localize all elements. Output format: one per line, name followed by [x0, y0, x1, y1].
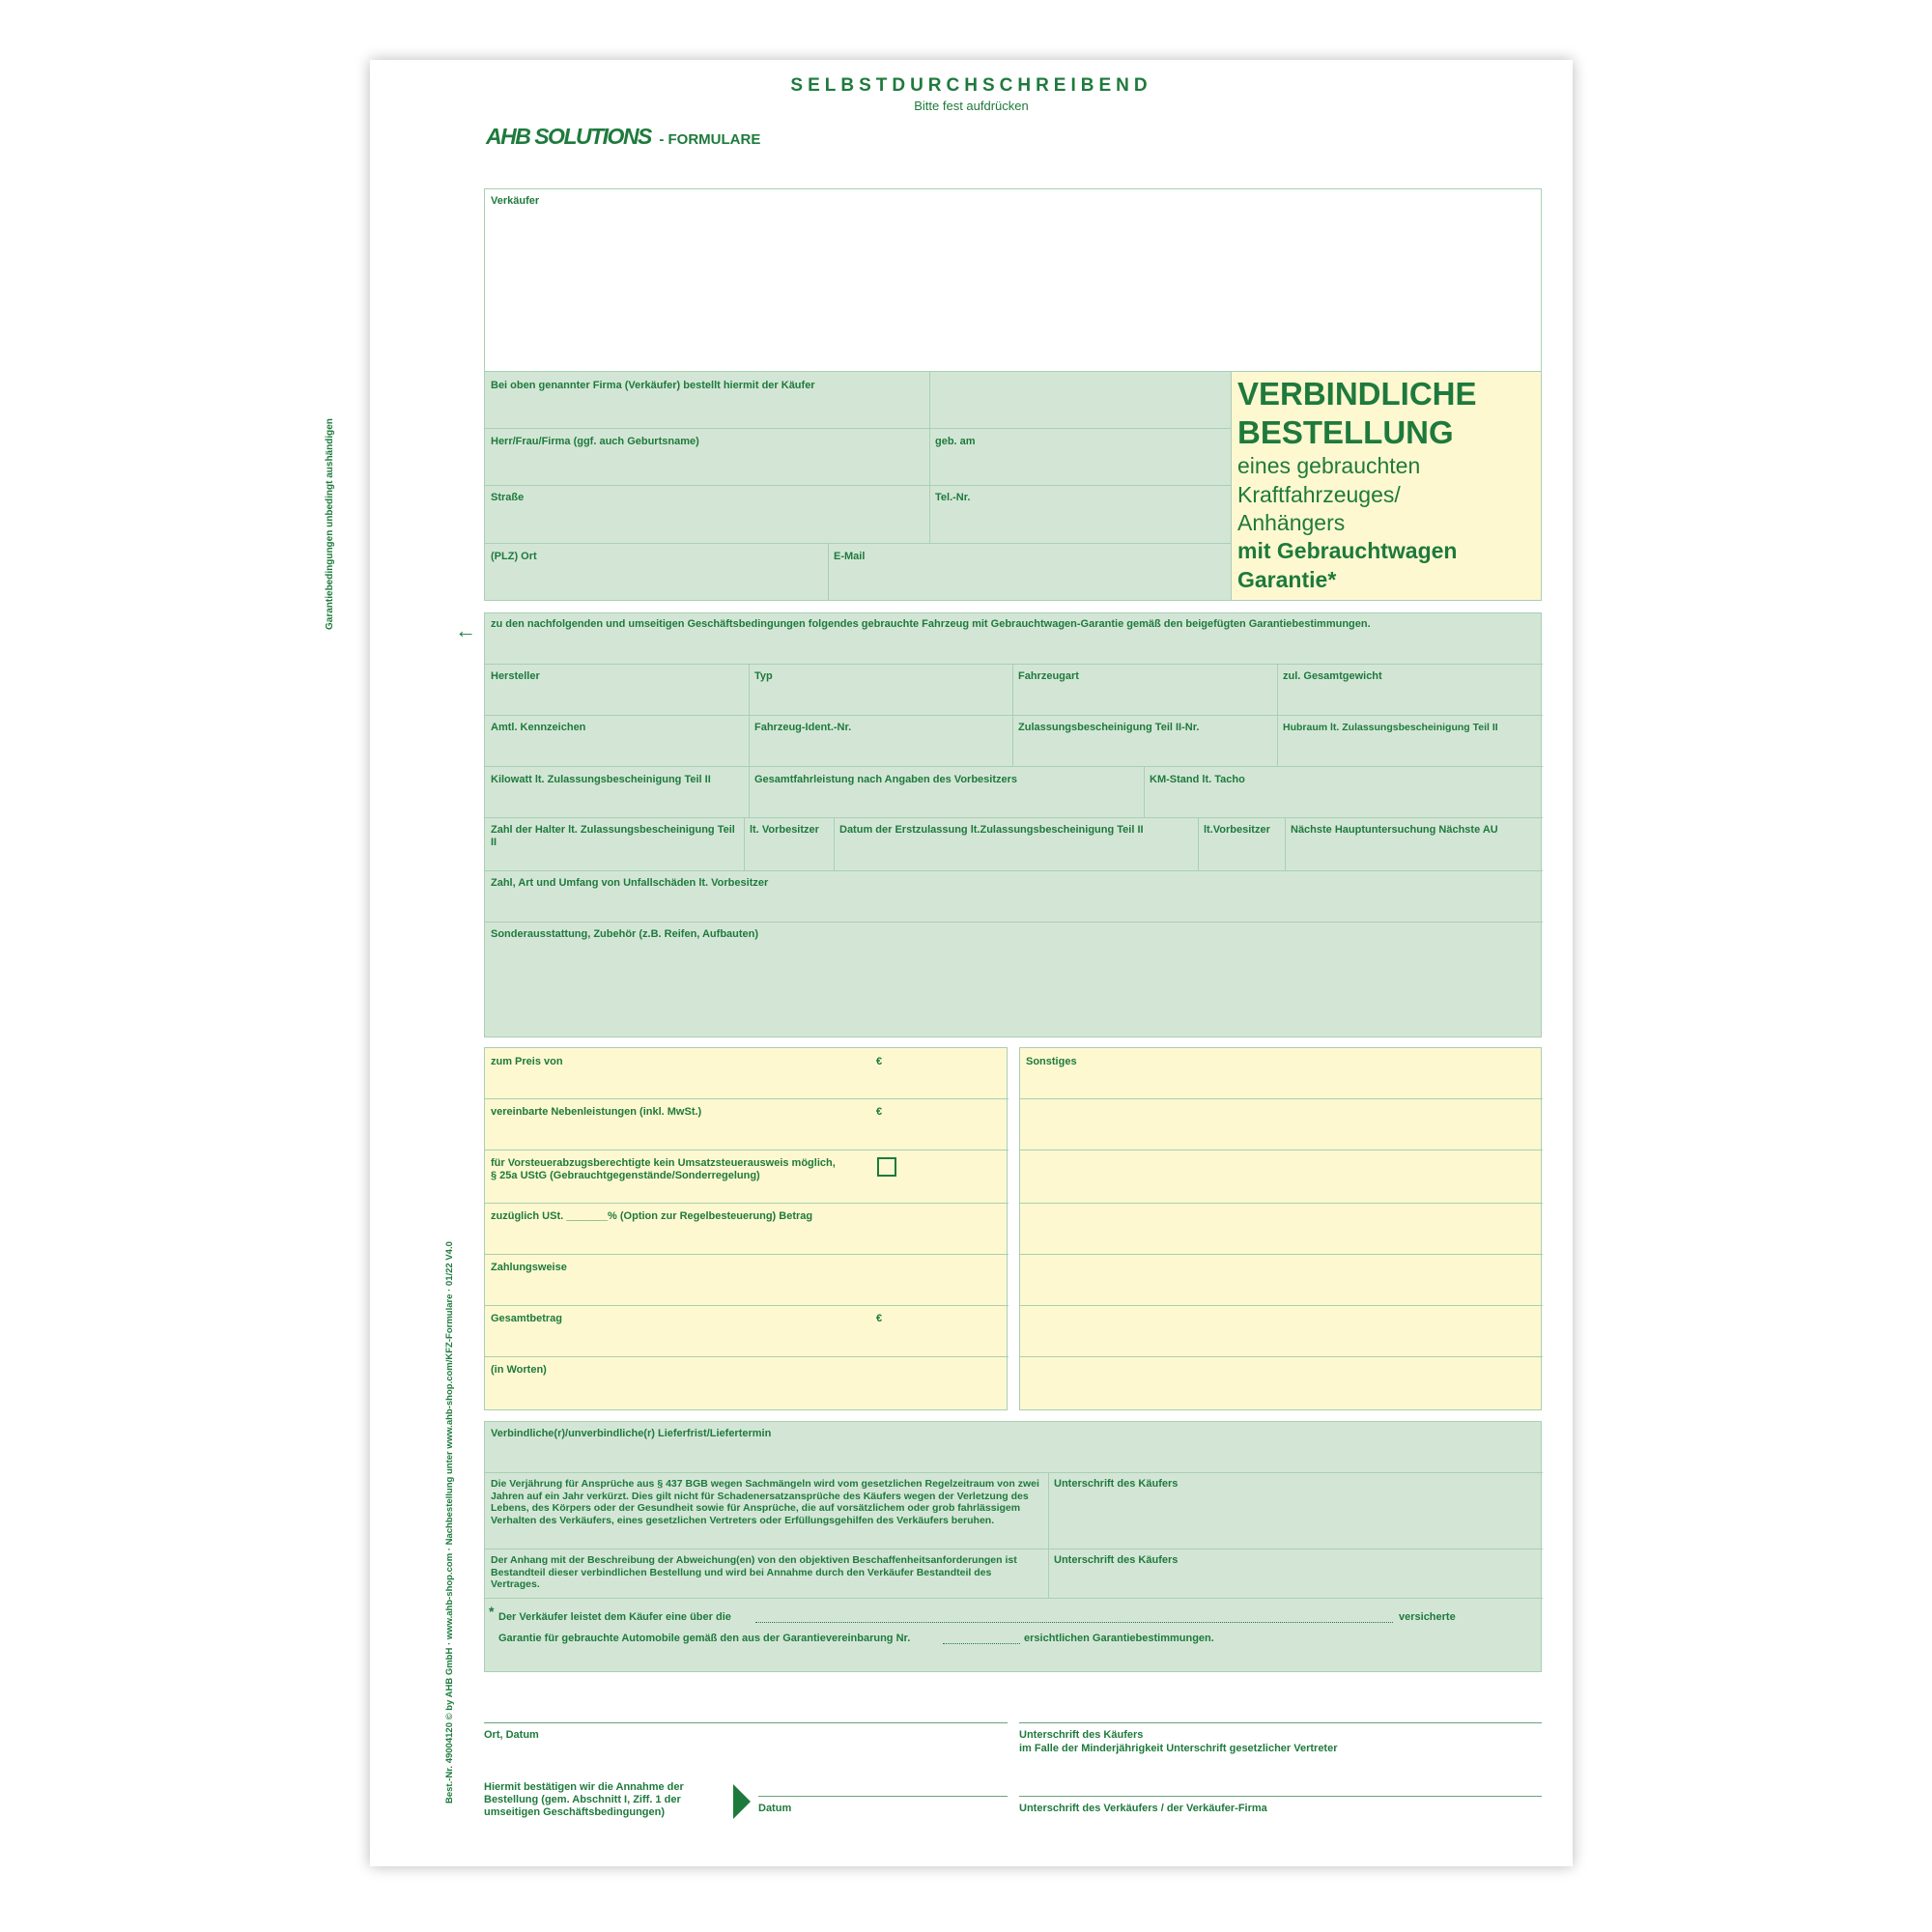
title-line-2: BESTELLUNG [1237, 414, 1454, 450]
brand-logo [486, 124, 760, 150]
email-label: E-Mail [834, 551, 866, 562]
street-label: Straße [491, 492, 525, 503]
self-copy-heading: SELBSTDURCHSCHREIBEND [790, 75, 1152, 96]
title-line-1: VERBINDLICHE [1237, 376, 1477, 412]
seller-box[interactable] [484, 188, 1542, 372]
vehicle-kind-label: Fahrzeugart [1018, 670, 1079, 682]
place-date-line[interactable] [484, 1722, 1008, 1723]
price-section [484, 1047, 1008, 1410]
phone-label: Tel.-Nr. [935, 492, 971, 503]
delivery-term-label: Verbindliche(r)/unverbindliche(r) Lieferfrist/Liefertermin [491, 1428, 772, 1439]
buyer-section [484, 371, 1232, 601]
odometer-label: KM-Stand lt. Tacho [1150, 774, 1245, 785]
mileage-prev-owner-label: Gesamtfahrleistung nach Angaben des Vorbesitzers [754, 774, 1018, 785]
vat-plus-label: zuzüglich USt. _______% (Option zur Regelbesteuerung) Betrag [491, 1210, 813, 1222]
title-line-3: eines gebrauchten [1237, 453, 1421, 478]
form-sheet [325, 60, 1573, 1866]
kilowatt-label: Kilowatt lt. Zulassungsbescheinigung Teil II [491, 774, 711, 785]
payment-label: Zahlungsweise [491, 1262, 567, 1273]
side-note-guarantee: Garantiebedingungen unbedingt aushändigen [325, 418, 335, 630]
title-line-6: mit Gebrauchtwagen [1237, 538, 1458, 563]
price-label: zum Preis von [491, 1056, 563, 1067]
plate-label: Amtl. Kennzeichen [491, 722, 586, 733]
limitation-text: Die Verjährung für Ansprüche aus § 437 BGB wegen Sachmängeln wird vom gesetzlichen Regelzeitraum von zwei Jahren auf ein Jahr verkürzt. Dies gilt nicht für Schadenersatzansprüche des Käufers wegen der Verletzung des Lebens, des Körpers oder der Gesundheit sowie für Ansprüche, die auf vorsätzlichem oder grob fahrlässigem Verhalten des Verkäufers, eines gesetzlichen Vertreters oder Erfüllungsgehilfen des Verkäufers beruhen. [491, 1478, 1039, 1526]
arrow-right-icon [733, 1784, 751, 1819]
guarantee-insurer-field[interactable] [755, 1622, 1393, 1623]
owners-prev-owner-label: lt. Vorbesitzer [750, 824, 819, 836]
seller-signature-line[interactable] [1019, 1796, 1542, 1797]
next-inspection-label: Nächste Hauptuntersuchung Nächste AU [1291, 824, 1498, 836]
vat-note-label: für Vorsteuerabzugsberechtigte kein Umsatzsteuerausweis möglich, § 25a UStG (Gebrauchtgegenstände/Sonderregelung) [491, 1157, 836, 1181]
delivery-section [484, 1421, 1542, 1672]
first-reg-prev-owner-label: lt.Vorbesitzer [1204, 824, 1270, 836]
acceptance-text: Hiermit bestätigen wir die Annahme der Bestellung (gem. Abschnitt I, Ziff. 1 der umseitigen Geschäftsbedingungen) [484, 1781, 684, 1818]
guarantee-line-2-end: ersichtlichen Garantiebestimmungen. [1024, 1633, 1214, 1644]
words-label: (in Worten) [491, 1364, 547, 1376]
logo-suffix: - FORMULARE [659, 131, 761, 148]
extras-label: Sonderausstattung, Zubehör (z.B. Reifen, Aufbauten) [491, 928, 759, 940]
buyer-signature-1-label: Unterschrift des Käufers [1054, 1478, 1179, 1490]
annex-text: Der Anhang mit der Beschreibung der Abweichung(en) von den objektiven Beschaffenheitsanforderungen ist Bestandteil dieser verbindlichen Bestellung und wird bei Annahme durch den Verkäufer Bestandteil des Vertrages. [491, 1554, 1017, 1590]
guarantee-line-1: Der Verkäufer leistet dem Käufer eine über die [498, 1611, 731, 1623]
logo-wordmark: AHB SOLUTIONS [486, 124, 651, 149]
buyer-final-signature-label: Unterschrift des Käufers [1019, 1729, 1144, 1741]
title-line-4: Kraftfahrzeuges/ [1237, 482, 1401, 507]
city-label: (PLZ) Ort [491, 551, 537, 562]
other-label: Sonstiges [1026, 1056, 1077, 1067]
seller-label: Verkäufer [491, 195, 540, 207]
buyer-intro-label: Bei oben genannter Firma (Verkäufer) bestellt hiermit der Käufer [491, 380, 815, 391]
vin-label: Fahrzeug-Ident.-Nr. [754, 722, 852, 733]
displacement-label: Hubraum lt. Zulassungsbescheinigung Teil II [1283, 722, 1498, 733]
vehicle-intro: zu den nachfolgenden und umseitigen Geschäftsbedingungen folgendes gebrauchte Fahrzeug mit Gebrauchtwagen-Garantie gemäß den beigefügten Garantiebestimmungen. [491, 618, 1371, 630]
guarantee-line-2: Garantie für gebrauchte Automobile gemäß den aus der Garantievereinbarung Nr. [498, 1633, 911, 1644]
buyer-signature-line[interactable] [1019, 1722, 1542, 1723]
owners-count-label: Zahl der Halter lt. Zulassungsbescheinigung Teil II [491, 824, 735, 848]
side-note-order: Best.-Nr. 49004120 © by AHB GmbH · www.ahb-shop.com · Nachbestellung unter www.ahb-shop.com/KFZ-Formulare · 01/22 V4.0 [444, 1241, 455, 1804]
total-currency: € [876, 1313, 883, 1324]
seller-signature-label: Unterschrift des Verkäufers / der Verkäufer-Firma [1019, 1803, 1267, 1814]
guarantee-line-1-end: versicherte [1399, 1611, 1456, 1623]
price-currency: € [876, 1056, 883, 1067]
buyer-minor-signature-label: im Falle der Minderjährigkeit Unterschrift gesetzlicher Vertreter [1019, 1743, 1338, 1754]
guarantee-number-field[interactable] [943, 1643, 1020, 1644]
acceptance-date-label: Datum [758, 1803, 792, 1814]
buyer-signature-2-label: Unterschrift des Käufers [1054, 1554, 1179, 1566]
total-label: Gesamtbetrag [491, 1313, 562, 1324]
registration-no-label: Zulassungsbescheinigung Teil II-Nr. [1018, 722, 1200, 733]
acceptance-date-line[interactable] [758, 1796, 1008, 1797]
buyer-name-label: Herr/Frau/Firma (ggf. auch Geburtsname) [491, 436, 699, 447]
manufacturer-label: Hersteller [491, 670, 540, 682]
accidents-label: Zahl, Art und Umfang von Unfallschäden lt. Vorbesitzer [491, 877, 769, 889]
arrow-left-icon: ← [455, 618, 476, 642]
extra-services-label: vereinbarte Nebenleistungen (inkl. MwSt.) [491, 1106, 702, 1118]
extras-currency: € [876, 1106, 883, 1118]
gross-weight-label: zul. Gesamtgewicht [1283, 670, 1382, 682]
type-label: Typ [754, 670, 773, 682]
title-line-7: Garantie* [1237, 567, 1337, 592]
guarantee-star: * [489, 1604, 495, 1619]
vehicle-section [484, 612, 1542, 1037]
first-registration-label: Datum der Erstzulassung lt.Zulassungsbescheinigung Teil II [839, 824, 1144, 836]
title-line-5: Anhängers [1237, 510, 1346, 535]
press-hint: Bitte fest aufdrücken [914, 99, 1029, 113]
place-date-label: Ort, Datum [484, 1729, 539, 1741]
vat-checkbox[interactable] [877, 1157, 896, 1177]
other-section[interactable] [1019, 1047, 1542, 1410]
birth-date-label: geb. am [935, 436, 976, 447]
title-box [1231, 371, 1542, 601]
